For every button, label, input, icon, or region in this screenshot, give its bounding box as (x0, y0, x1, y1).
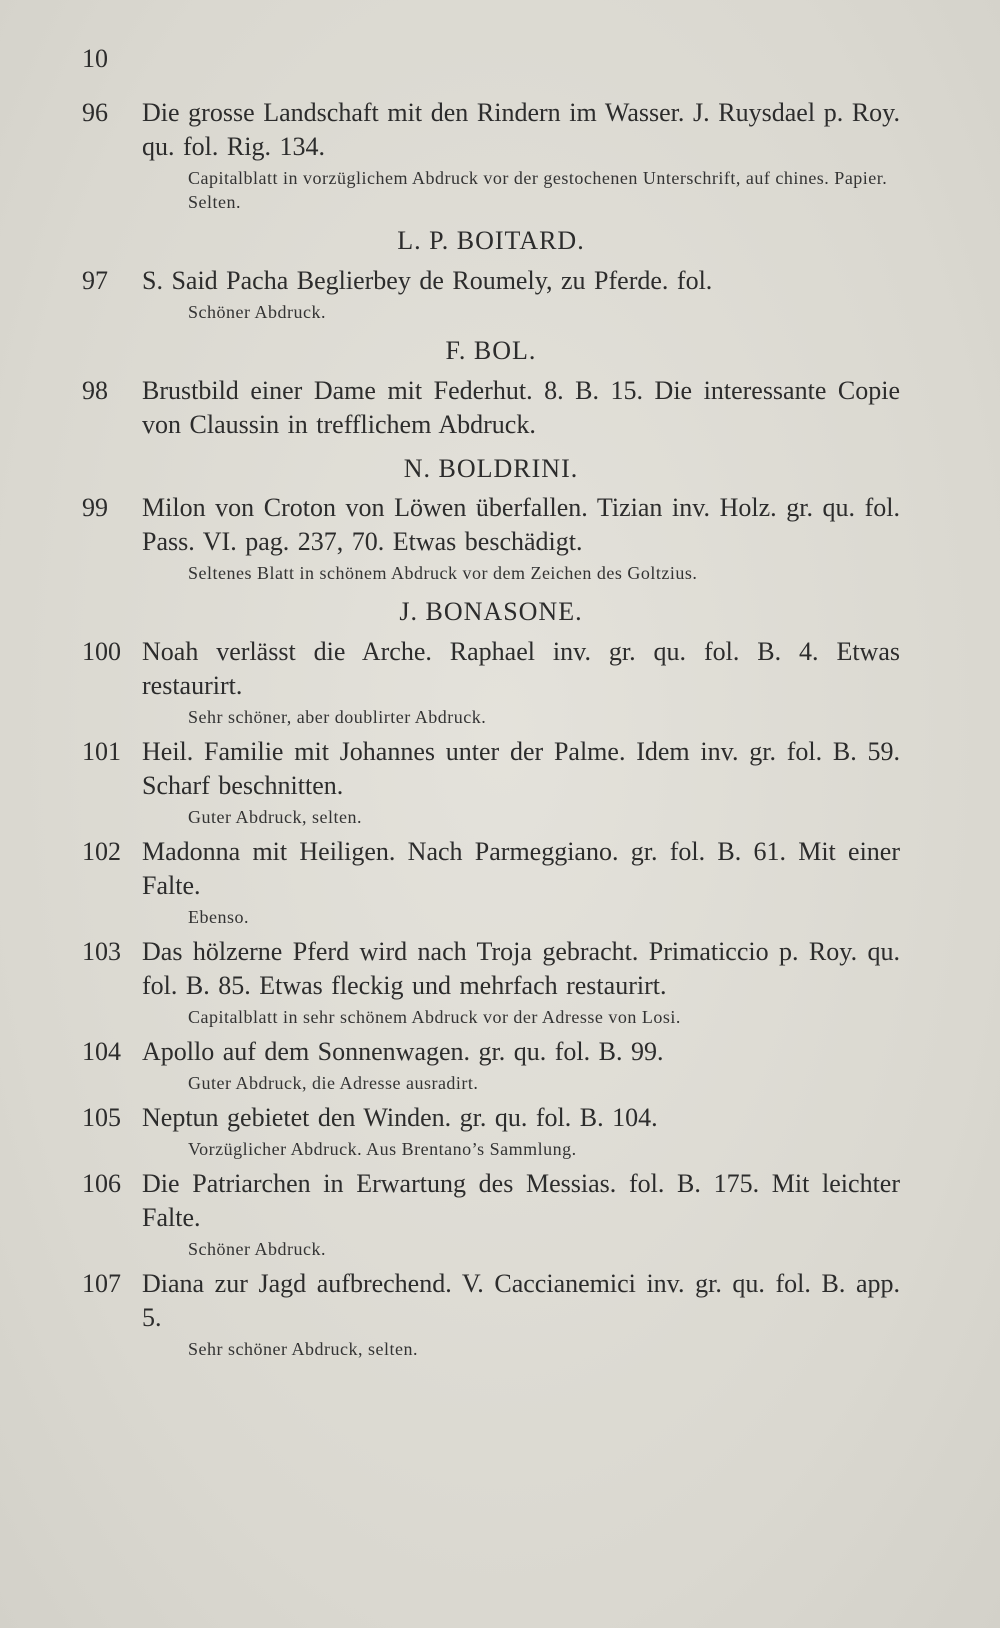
entry-note: Sehr schöner Abdruck, selten. (188, 1339, 418, 1360)
entry-title: S. Said Pacha Beglierbey de Roumely, zu Pferde. fol. (142, 265, 713, 295)
entry-title: Apollo auf dem Sonnenwagen. gr. qu. fol. B. 99. (142, 1037, 664, 1067)
entry-note: Guter Abdruck, die Adresse ausradirt. (188, 1073, 479, 1094)
entry-title: Heil. Familie mit Johannes unter der Palme. Idem inv. gr. fol. B. 59. Scharf beschnitten. (142, 737, 900, 801)
page-number: 10 (82, 44, 108, 73)
entry-number: 107 (82, 1269, 121, 1299)
catalog-entry (82, 735, 900, 829)
entry-title: Die Patriarchen in Erwartung des Messias. fol. B. 175. Mit leichter Falte. (142, 1169, 900, 1233)
catalog-entry (82, 1267, 900, 1361)
catalog-entry (82, 1035, 900, 1095)
entry-number: 104 (82, 1037, 121, 1067)
catalog-entry (82, 374, 900, 442)
entry-number: 96 (82, 98, 108, 127)
entry-note: Seltenes Blatt in schönem Abdruck vor dem Zeichen des Goltzius. (188, 563, 698, 584)
entry-number: 105 (82, 1103, 121, 1133)
entry-note: Vorzüglicher Abdruck. Aus Brentano’s Sammlung. (188, 1139, 577, 1160)
entry-note: Capitalblatt in sehr schönem Abdruck vor der Adresse von Losi. (188, 1007, 681, 1028)
entry-title: Neptun gebietet den Winden. gr. qu. fol. B. 104. (142, 1103, 658, 1133)
catalog-entry (82, 935, 900, 1029)
catalog-entry (82, 835, 900, 929)
entry-title: Die grosse Landschaft mit den Rindern im Wasser. J. Ruysdael p. Roy. qu. fol. Rig. 134. (142, 98, 900, 161)
catalog-entry (82, 491, 900, 585)
entry-title: Das hölzerne Pferd wird nach Troja gebracht. Primaticcio p. Roy. qu. fol. B. 85. Etwas fleckig und mehrfach restaurirt. (142, 937, 900, 1001)
entry-number: 101 (82, 737, 121, 767)
catalog-entry (82, 96, 900, 214)
entry-number: 102 (82, 837, 121, 867)
entry-note: Ebenso. (188, 907, 249, 928)
artist-heading: L. P. BOITARD. (397, 226, 585, 255)
entry-number: 98 (82, 375, 108, 405)
entry-number: 99 (82, 493, 108, 523)
entry-title: Madonna mit Heiligen. Nach Parmeggiano. gr. fol. B. 61. Mit einer Falte. (142, 837, 900, 901)
catalog-entry (82, 1101, 900, 1161)
artist-heading: F. BOL. (445, 335, 537, 365)
artist-heading: N. BOLDRINI. (403, 453, 579, 483)
entry-note: Schöner Abdruck. (188, 1239, 326, 1260)
entry-title: Diana zur Jagd aufbrechend. V. Caccianemici inv. gr. qu. fol. B. app. 5. (142, 1269, 900, 1333)
entry-note: Schöner Abdruck. (188, 301, 326, 322)
entry-title: Brustbild einer Dame mit Federhut. 8. B. 15. Die interessante Copie von Claussin in trefflichem Abdruck. (142, 375, 900, 439)
entry-number: 100 (82, 637, 121, 667)
artist-heading: J. BONASONE. (399, 597, 583, 627)
entry-note: Sehr schöner, aber doublirter Abdruck. (188, 707, 487, 728)
entry-title: Milon von Croton von Löwen überfallen. Tizian inv. Holz. gr. qu. fol. Pass. VI. pag. 237, 70. Etwas beschädigt. (142, 493, 900, 557)
entry-note: Capitalblatt in vorzüglichem Abdruck vor der gestochenen Unterschrift, auf chines. Papier. Selten. (188, 168, 888, 212)
catalog-content (82, 96, 900, 1367)
entry-note: Guter Abdruck, selten. (188, 807, 362, 828)
catalog-entry (82, 635, 900, 729)
entry-number: 106 (82, 1169, 121, 1199)
catalog-entry (82, 264, 900, 324)
entry-number: 103 (82, 937, 121, 967)
entry-number: 97 (82, 265, 108, 295)
catalog-entry (82, 1167, 900, 1261)
entry-title: Noah verlässt die Arche. Raphael inv. gr. qu. fol. B. 4. Etwas restaurirt. (142, 637, 900, 701)
